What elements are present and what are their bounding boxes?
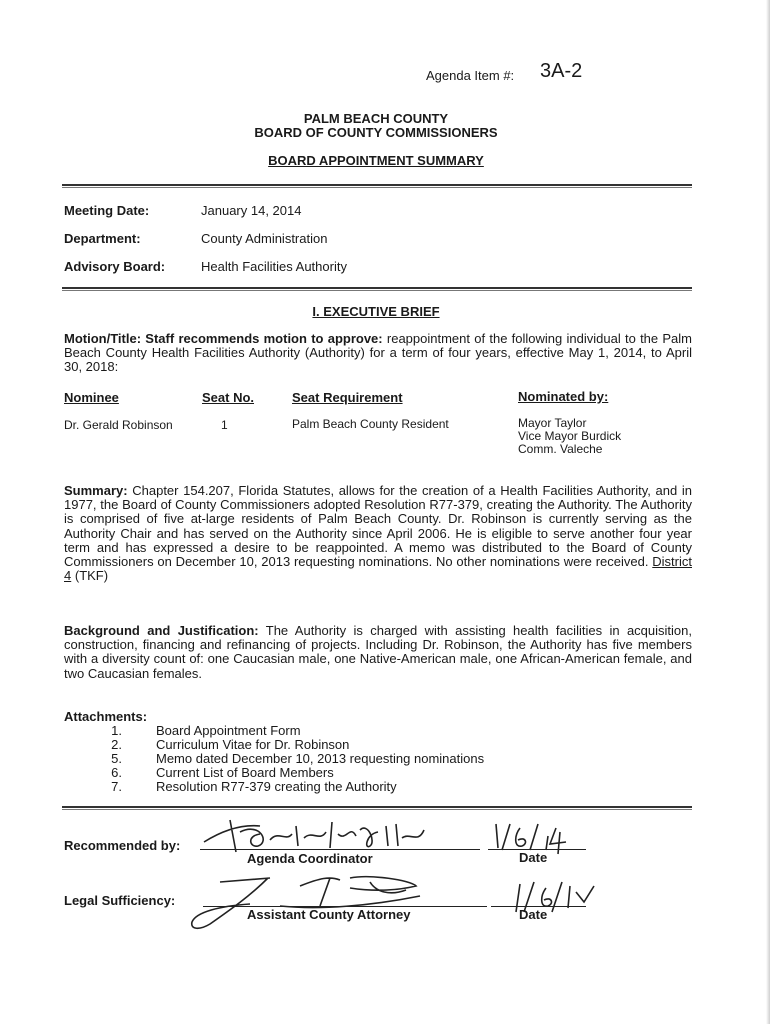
- attachment-item: Curriculum Vitae for Dr. Robinson: [156, 737, 350, 752]
- attachment-number: 5.: [111, 751, 122, 766]
- motion-label: Motion/Title:: [64, 331, 142, 346]
- meeting-date-label: Meeting Date:: [64, 203, 150, 218]
- recommended-by-label: Recommended by:: [64, 838, 181, 853]
- attachments-label: Attachments:: [64, 709, 148, 724]
- motion-text: reappointment of the following individual to the Palm Beach County Health Facilities Authority (Authority) for a term of four years, effective May 1, 2014, to April 30, 2018:: [64, 331, 693, 375]
- attachment-item: Current List of Board Members: [156, 765, 334, 780]
- attachment-number: 2.: [111, 737, 122, 752]
- motion-paragraph: [64, 332, 692, 375]
- date-label: Date: [519, 907, 548, 922]
- nominated-by-3: Comm. Valeche: [518, 442, 603, 456]
- attachment-item: Resolution R77-379 creating the Authority: [156, 779, 397, 794]
- attachment-item: Board Appointment Form: [156, 723, 301, 738]
- col-header-requirement: Seat Requirement: [292, 390, 403, 405]
- col-header-nominated-by: Nominated by:: [518, 389, 609, 404]
- executive-brief-heading: I. EXECUTIVE BRIEF: [312, 304, 440, 319]
- summary-text: Chapter 154.207, Florida Statutes, allows for the creation of a Health Facilities Authority, and in 1977, the Board of County Commissioners adopted Resolution R77-379, creating the Authority. The Authority is comprised of five at-large residents of Palm Beach County. Dr. Robinson is currently serving as the Authority Chair and has served on the Authority since April 2006. He is eligible to serve another four year term and has expressed a desire to be reappointed. A memo was distributed to the Board of County Commissioners on December 10, 2013 requesting nominations. No other nominations were received.: [64, 483, 692, 570]
- col-header-nominee: Nominee: [64, 390, 119, 405]
- agenda-item-label: Agenda Item #:: [426, 68, 515, 83]
- department-label: Department:: [64, 231, 141, 246]
- meeting-date-value: January 14, 2014: [201, 203, 302, 218]
- board-title: BOARD OF COUNTY COMMISSIONERS: [254, 125, 498, 140]
- motion-lead: Staff recommends motion to approve:: [145, 331, 383, 346]
- summary-label: Summary:: [64, 483, 128, 498]
- nominated-by-1: Mayor Taylor: [518, 416, 587, 430]
- page-edge-shadow: [766, 0, 770, 1024]
- advisory-board-value: Health Facilities Authority: [201, 259, 347, 274]
- background-label: Background and Justification:: [64, 623, 259, 638]
- department-value: County Administration: [201, 231, 328, 246]
- attachment-item: Memo dated December 10, 2013 requesting nominations: [156, 751, 485, 766]
- divider: [62, 806, 692, 810]
- nominee-seat: 1: [221, 418, 228, 432]
- attachment-number: 1.: [111, 723, 122, 738]
- agenda-item-number: 3A-2: [540, 60, 583, 82]
- attachment-number: 6.: [111, 765, 122, 780]
- divider: [62, 287, 692, 291]
- agenda-coordinator-label: Agenda Coordinator: [247, 851, 373, 866]
- attachment-number: 7.: [111, 779, 122, 794]
- nominee-requirement: Palm Beach County Resident: [292, 417, 449, 431]
- legal-sufficiency-label: Legal Sufficiency:: [64, 893, 176, 908]
- advisory-board-label: Advisory Board:: [64, 259, 166, 274]
- nominated-by-2: Vice Mayor Burdick: [518, 429, 622, 443]
- divider: [62, 184, 692, 188]
- county-title: PALM BEACH COUNTY: [303, 111, 449, 126]
- date-label: Date: [519, 850, 548, 865]
- background-paragraph: [64, 624, 692, 681]
- nominee-name: Dr. Gerald Robinson: [64, 418, 173, 432]
- summary-paragraph: [64, 484, 692, 583]
- assistant-county-attorney-label: Assistant County Attorney: [247, 907, 411, 922]
- summary-district-suffix: (TKF): [74, 568, 109, 584]
- background-text: The Authority is charged with assisting health facilities in acquisition, construction, financing and refinancing of projects. Including Dr. Robinson, the Authority has five members with a diversity count of: one Caucasian male, one Native-American male, one African-American female, and two Caucasian females.: [64, 623, 692, 681]
- document-title: BOARD APPOINTMENT SUMMARY: [268, 153, 484, 168]
- summary-district: District 4: [64, 554, 692, 584]
- col-header-seat: Seat No.: [202, 390, 255, 405]
- legal-signature: [180, 866, 430, 936]
